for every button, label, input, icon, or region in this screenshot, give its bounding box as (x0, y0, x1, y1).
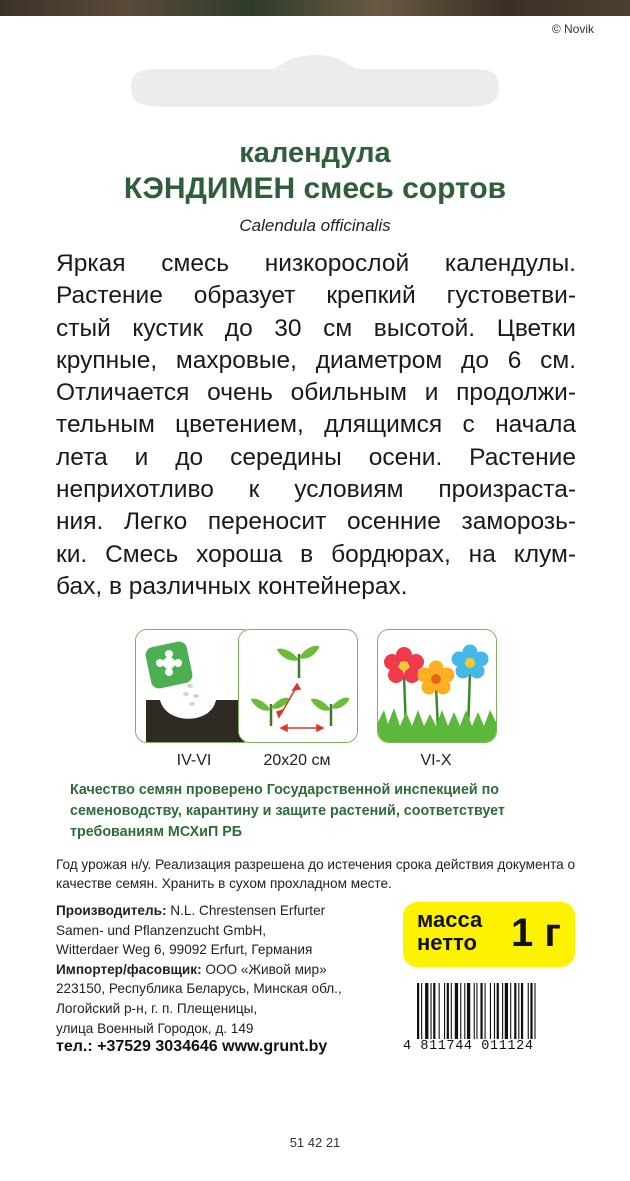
importer-line: улица Военный Городок, д. 149 (56, 1020, 254, 1036)
barcode-bar (464, 983, 465, 1039)
lot-number: 51 42 21 (289, 1135, 341, 1150)
description-line: неприхотливо к условиям произраста- (56, 476, 576, 504)
net-weight-label (417, 908, 482, 954)
barcode-bar (455, 983, 458, 1039)
description-line: бах, в различных контейнерах. (56, 572, 408, 600)
manufacturer-line: Witterdaer Weg 6, 99092 Erfurt, Германия (56, 942, 313, 958)
barcode-bar (534, 983, 535, 1039)
description-line: стый кустик до 30 см высотой. Цветки (56, 314, 576, 342)
barcode-bar (497, 983, 499, 1039)
barcode-bar (447, 983, 449, 1039)
barcode-bar (444, 983, 445, 1039)
sowing-icon (135, 629, 255, 743)
barcode-bar (439, 983, 440, 1039)
barcode-bar (431, 983, 432, 1039)
barcode-bar (425, 983, 428, 1039)
description-line: тельным цветением, длящимся с начала (56, 411, 576, 439)
importer-line: 223150, Республика Беларусь, Минская обл., (56, 981, 342, 997)
spacing-icon (238, 629, 358, 743)
description-line: Растение образует крепкий густоветви- (56, 282, 576, 310)
barcode-bar (510, 983, 511, 1039)
manufacturer-block (56, 901, 401, 1038)
manufacturer-line: Samen- und Pflanzenzucht GmbH, (56, 922, 267, 938)
net-weight-label-line2: нетто (417, 930, 477, 955)
sowing-caption: IV-VI (176, 752, 212, 769)
barcode-bar (480, 983, 482, 1039)
net-weight-badge (403, 902, 575, 967)
hang-hole (131, 55, 499, 120)
barcode-bar (530, 983, 532, 1039)
description-line: ния. Легко переносит осенние заморозь- (56, 508, 576, 536)
manufacturer-label: Производитель: (56, 903, 167, 918)
top-photo-strip (0, 0, 630, 16)
barcode-bar (460, 983, 461, 1039)
barcode-bar (433, 983, 435, 1039)
barcode-bar (421, 983, 422, 1039)
quality-statement: Качество семян проверено Государственной инспекцией по семеноводству, карантину и защите растений, соответствует требованиям МСХиП РБ (70, 782, 505, 840)
barcode-bar (494, 983, 495, 1039)
barcode-bar (485, 983, 486, 1039)
importer-line: ООО «Живой мир» (201, 961, 327, 977)
spacing-caption: 20x20 см (263, 752, 331, 769)
crop-name: календула (239, 137, 391, 169)
barcode-bar (528, 983, 529, 1039)
barcode-bar (474, 983, 475, 1039)
barcode-bar (514, 983, 516, 1039)
barcode-bar (451, 983, 452, 1039)
barcode-bar (476, 983, 477, 1039)
barcode-digits: 4 811744 011124 (403, 1039, 534, 1054)
flowering-icon (377, 629, 497, 743)
net-weight-label-line1: масса (417, 907, 483, 932)
description-line: крупные, махровые, диаметром до 6 см. (56, 346, 576, 374)
variety-name: КЭНДИМЕН смесь сортов (123, 172, 507, 205)
flowering-caption: VI-X (420, 752, 452, 769)
barcode (417, 983, 575, 1039)
description-line: ки. Смесь хороша в бордюрах, на клум- (56, 540, 576, 568)
description-line: лета и до середины осени. Растение (56, 443, 576, 471)
barcode-bar (467, 983, 470, 1039)
contacts: тел.: +37529 3034646 www.grunt.by (56, 1038, 328, 1055)
importer-line: Логойский р-н, г. п. Плещеницы, (56, 1000, 258, 1016)
storage-info: Год урожая н/у. Реализация разрешена до истечения срока действия документа о качестве семян. Хранить в сухом прохладном месте. (56, 857, 576, 891)
manufacturer-line: N.L. Chrestensen Erfurter (166, 903, 326, 918)
latin-name: Calendula officinalis (239, 216, 391, 235)
description-line: Отличается очень обильным и продолжи- (56, 379, 576, 407)
importer-label: Импортер/фасовщик: (56, 961, 202, 977)
barcode-bar (521, 983, 523, 1039)
barcode-bar (505, 983, 508, 1039)
barcode-bar (490, 983, 491, 1039)
description-line: Яркая смесь низкорослой календулы. (56, 250, 576, 277)
barcode-bar (502, 983, 503, 1039)
copyright: © Novik (551, 22, 594, 36)
net-weight-value: 1 г (510, 911, 561, 955)
barcode-bar (417, 983, 419, 1039)
description (56, 248, 576, 603)
barcode-bar (518, 983, 519, 1039)
